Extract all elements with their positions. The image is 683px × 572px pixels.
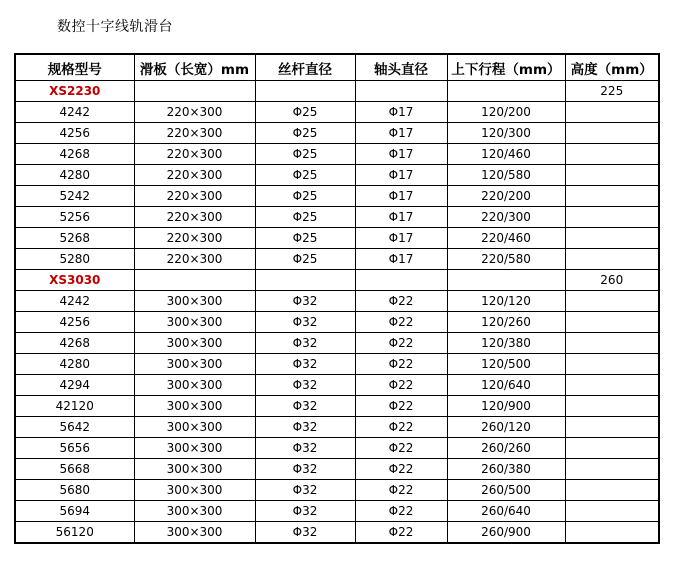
travel-cell: 120/200 (447, 102, 565, 123)
height-cell (565, 501, 659, 522)
screw-diameter-cell: Φ32 (255, 522, 355, 544)
shaft-diameter-cell: Φ22 (355, 438, 447, 459)
height-cell (565, 522, 659, 544)
height-cell (565, 312, 659, 333)
table-row (15, 228, 659, 249)
screw-diameter-cell: Φ25 (255, 207, 355, 228)
shaft-diameter-cell: Φ22 (355, 354, 447, 375)
table-row (15, 396, 659, 417)
travel-cell: 260/500 (447, 480, 565, 501)
model-cell: 4268 (15, 144, 134, 165)
screw-diameter-cell (255, 270, 355, 291)
plate-size-cell: 300×300 (134, 354, 255, 375)
screw-diameter-cell: Φ25 (255, 228, 355, 249)
section-row (15, 81, 659, 102)
model-cell: 42120 (15, 396, 134, 417)
model-cell: 5680 (15, 480, 134, 501)
shaft-diameter-cell: Φ22 (355, 291, 447, 312)
plate-size-cell: 300×300 (134, 396, 255, 417)
model-cell: 5694 (15, 501, 134, 522)
plate-size-cell: 220×300 (134, 144, 255, 165)
travel-cell (447, 270, 565, 291)
screw-diameter-cell: Φ25 (255, 186, 355, 207)
height-cell (565, 417, 659, 438)
shaft-diameter-cell: Φ22 (355, 312, 447, 333)
table-row (15, 459, 659, 480)
shaft-diameter-cell: Φ17 (355, 102, 447, 123)
travel-cell: 260/260 (447, 438, 565, 459)
height-cell (565, 102, 659, 123)
screw-diameter-cell: Φ32 (255, 333, 355, 354)
shaft-diameter-cell: Φ17 (355, 144, 447, 165)
table-row (15, 123, 659, 144)
plate-size-cell (134, 270, 255, 291)
height-cell (565, 165, 659, 186)
plate-size-cell: 220×300 (134, 186, 255, 207)
shaft-diameter-cell: Φ17 (355, 207, 447, 228)
shaft-diameter-cell: Φ22 (355, 480, 447, 501)
table-row (15, 417, 659, 438)
shaft-diameter-cell: Φ22 (355, 501, 447, 522)
height-cell (565, 186, 659, 207)
model-cell: 4280 (15, 165, 134, 186)
travel-cell: 120/260 (447, 312, 565, 333)
travel-cell: 220/460 (447, 228, 565, 249)
height-cell (565, 228, 659, 249)
table-header-row (15, 54, 659, 81)
height-cell (565, 354, 659, 375)
screw-diameter-cell: Φ25 (255, 102, 355, 123)
screw-diameter-cell: Φ25 (255, 165, 355, 186)
model-cell: 4256 (15, 312, 134, 333)
height-cell (565, 459, 659, 480)
column-header-travel: 上下行程（mm） (447, 54, 565, 81)
plate-size-cell: 220×300 (134, 165, 255, 186)
table-row (15, 354, 659, 375)
table-row (15, 375, 659, 396)
travel-cell: 120/640 (447, 375, 565, 396)
page-title: 数控十字线轨滑台 (57, 19, 173, 35)
screw-diameter-cell: Φ32 (255, 417, 355, 438)
plate-size-cell: 220×300 (134, 228, 255, 249)
table-row (15, 186, 659, 207)
shaft-diameter-cell: Φ17 (355, 123, 447, 144)
shaft-diameter-cell: Φ22 (355, 417, 447, 438)
model-cell: 5642 (15, 417, 134, 438)
travel-cell: 220/300 (447, 207, 565, 228)
plate-size-cell: 300×300 (134, 501, 255, 522)
travel-cell: 260/900 (447, 522, 565, 544)
model-cell: 4256 (15, 123, 134, 144)
shaft-diameter-cell: Φ17 (355, 249, 447, 270)
travel-cell: 120/580 (447, 165, 565, 186)
model-cell: 4268 (15, 333, 134, 354)
model-cell: 4242 (15, 291, 134, 312)
column-header-height: 高度（mm） (565, 54, 659, 81)
plate-size-cell: 300×300 (134, 459, 255, 480)
plate-size-cell (134, 81, 255, 102)
model-cell: XS2230 (15, 81, 134, 102)
plate-size-cell: 220×300 (134, 102, 255, 123)
screw-diameter-cell: Φ32 (255, 291, 355, 312)
model-cell: 56120 (15, 522, 134, 544)
spec-table (14, 53, 660, 544)
screw-diameter-cell: Φ32 (255, 480, 355, 501)
shaft-diameter-cell (355, 270, 447, 291)
screw-diameter-cell: Φ32 (255, 375, 355, 396)
travel-cell: 120/500 (447, 354, 565, 375)
shaft-diameter-cell: Φ17 (355, 228, 447, 249)
screw-diameter-cell: Φ32 (255, 312, 355, 333)
table-row (15, 102, 659, 123)
plate-size-cell: 300×300 (134, 333, 255, 354)
travel-cell: 220/580 (447, 249, 565, 270)
plate-size-cell: 220×300 (134, 207, 255, 228)
travel-cell: 120/120 (447, 291, 565, 312)
screw-diameter-cell (255, 81, 355, 102)
plate-size-cell: 220×300 (134, 249, 255, 270)
plate-size-cell: 300×300 (134, 312, 255, 333)
screw-diameter-cell: Φ32 (255, 396, 355, 417)
height-cell: 225 (565, 81, 659, 102)
travel-cell: 120/900 (447, 396, 565, 417)
model-cell: 5268 (15, 228, 134, 249)
travel-cell: 260/380 (447, 459, 565, 480)
screw-diameter-cell: Φ25 (255, 144, 355, 165)
shaft-diameter-cell: Φ22 (355, 522, 447, 544)
screw-diameter-cell: Φ32 (255, 459, 355, 480)
table-row (15, 480, 659, 501)
section-row (15, 270, 659, 291)
column-header-shaft-diameter: 轴头直径 (355, 54, 447, 81)
height-cell: 260 (565, 270, 659, 291)
column-header-screw-diameter: 丝杆直径 (255, 54, 355, 81)
shaft-diameter-cell: Φ22 (355, 333, 447, 354)
travel-cell: 260/640 (447, 501, 565, 522)
travel-cell: 220/200 (447, 186, 565, 207)
model-cell: 5242 (15, 186, 134, 207)
plate-size-cell: 300×300 (134, 522, 255, 544)
screw-diameter-cell: Φ32 (255, 438, 355, 459)
column-header-plate-size: 滑板（长宽）mm (134, 54, 255, 81)
height-cell (565, 375, 659, 396)
height-cell (565, 333, 659, 354)
travel-cell: 120/380 (447, 333, 565, 354)
screw-diameter-cell: Φ32 (255, 354, 355, 375)
table-row (15, 438, 659, 459)
plate-size-cell: 300×300 (134, 480, 255, 501)
shaft-diameter-cell (355, 81, 447, 102)
height-cell (565, 480, 659, 501)
shaft-diameter-cell: Φ22 (355, 459, 447, 480)
model-cell: XS3030 (15, 270, 134, 291)
table-row (15, 249, 659, 270)
travel-cell: 120/460 (447, 144, 565, 165)
shaft-diameter-cell: Φ22 (355, 375, 447, 396)
model-cell: 4280 (15, 354, 134, 375)
height-cell (565, 144, 659, 165)
model-cell: 5668 (15, 459, 134, 480)
screw-diameter-cell: Φ25 (255, 123, 355, 144)
plate-size-cell: 220×300 (134, 123, 255, 144)
table-row (15, 291, 659, 312)
height-cell (565, 291, 659, 312)
model-cell: 4294 (15, 375, 134, 396)
travel-cell (447, 81, 565, 102)
table-row (15, 522, 659, 544)
table-row (15, 501, 659, 522)
travel-cell: 260/120 (447, 417, 565, 438)
height-cell (565, 249, 659, 270)
shaft-diameter-cell: Φ22 (355, 396, 447, 417)
plate-size-cell: 300×300 (134, 291, 255, 312)
screw-diameter-cell: Φ25 (255, 249, 355, 270)
column-header-model: 规格型号 (15, 54, 134, 81)
table-row (15, 333, 659, 354)
height-cell (565, 396, 659, 417)
plate-size-cell: 300×300 (134, 375, 255, 396)
height-cell (565, 207, 659, 228)
plate-size-cell: 300×300 (134, 438, 255, 459)
shaft-diameter-cell: Φ17 (355, 165, 447, 186)
model-cell: 4242 (15, 102, 134, 123)
shaft-diameter-cell: Φ17 (355, 186, 447, 207)
model-cell: 5280 (15, 249, 134, 270)
screw-diameter-cell: Φ32 (255, 501, 355, 522)
model-cell: 5256 (15, 207, 134, 228)
table-row (15, 207, 659, 228)
model-cell: 5656 (15, 438, 134, 459)
table-row (15, 165, 659, 186)
height-cell (565, 123, 659, 144)
table-row (15, 312, 659, 333)
travel-cell: 120/300 (447, 123, 565, 144)
height-cell (565, 438, 659, 459)
plate-size-cell: 300×300 (134, 417, 255, 438)
table-row (15, 144, 659, 165)
